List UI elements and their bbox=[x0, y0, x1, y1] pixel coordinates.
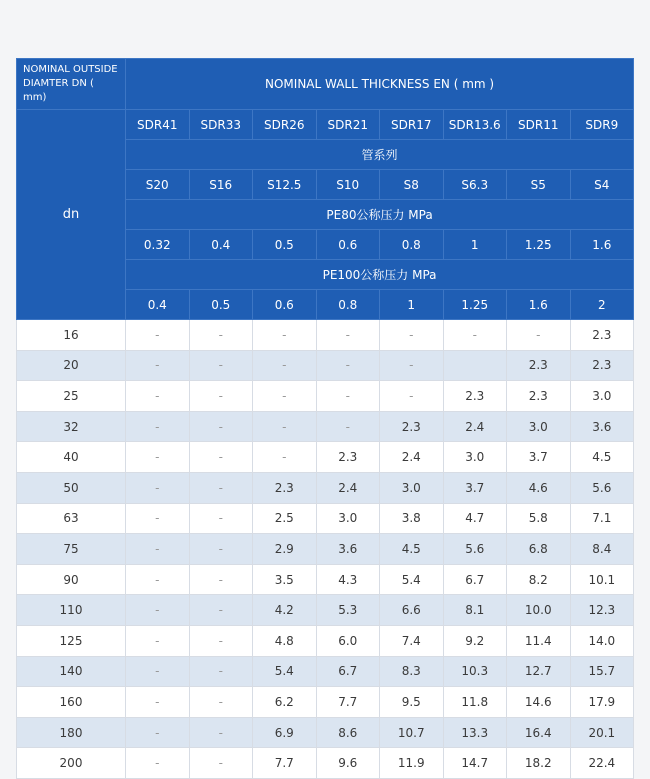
thickness-cell: 16.4 bbox=[507, 717, 571, 748]
thickness-cell: 4.7 bbox=[443, 503, 507, 534]
dn-cell: 140 bbox=[17, 656, 126, 687]
sdr-header-cell: SDR17 bbox=[380, 110, 444, 140]
thickness-cell: 3.0 bbox=[316, 503, 380, 534]
thickness-cell: 6.6 bbox=[380, 595, 444, 626]
pe100-pressure-cell: 1 bbox=[380, 290, 444, 320]
thickness-cell: 7.1 bbox=[570, 503, 634, 534]
pe100-pressure-cell: 0.8 bbox=[316, 290, 380, 320]
thickness-cell: 15.7 bbox=[570, 656, 634, 687]
thickness-cell: - bbox=[507, 320, 571, 351]
thickness-cell: 17.9 bbox=[570, 687, 634, 718]
thickness-cell: 2.3 bbox=[253, 472, 317, 503]
table-row bbox=[17, 472, 634, 503]
thickness-cell: - bbox=[126, 442, 190, 473]
thickness-cell: 11.9 bbox=[380, 748, 444, 779]
thickness-cell: 10.1 bbox=[570, 564, 634, 595]
table-row bbox=[17, 564, 634, 595]
thickness-cell: 6.2 bbox=[253, 687, 317, 718]
thickness-cell: 8.2 bbox=[507, 564, 571, 595]
table-row bbox=[17, 320, 634, 351]
sdr-header-cell: SDR26 bbox=[253, 110, 317, 140]
thickness-cell: - bbox=[189, 534, 253, 565]
sdr-row bbox=[17, 110, 634, 140]
thickness-cell: 11.8 bbox=[443, 687, 507, 718]
dn-cell: 75 bbox=[17, 534, 126, 565]
thickness-cell: 4.6 bbox=[507, 472, 571, 503]
table-header bbox=[17, 59, 634, 320]
thickness-cell: 10.3 bbox=[443, 656, 507, 687]
thickness-cell: 5.3 bbox=[316, 595, 380, 626]
series-header-cell: S20 bbox=[126, 170, 190, 200]
thickness-cell: - bbox=[253, 381, 317, 412]
thickness-cell: 3.6 bbox=[570, 411, 634, 442]
thickness-cell: 6.7 bbox=[443, 564, 507, 595]
thickness-cell: - bbox=[316, 381, 380, 412]
pe80-pressure-cell: 0.6 bbox=[316, 230, 380, 260]
thickness-cell: 3.0 bbox=[443, 442, 507, 473]
thickness-cell: 14.0 bbox=[570, 625, 634, 656]
dn-cell: 200 bbox=[17, 748, 126, 779]
series-header-cell: S6.3 bbox=[443, 170, 507, 200]
thickness-cell: 3.6 bbox=[316, 534, 380, 565]
thickness-cell: - bbox=[126, 320, 190, 351]
sdr-header-cell: SDR11 bbox=[507, 110, 571, 140]
pe100-pressure-cell: 2 bbox=[570, 290, 634, 320]
thickness-cell: 9.6 bbox=[316, 748, 380, 779]
table-body bbox=[17, 320, 634, 779]
table-row bbox=[17, 748, 634, 779]
pe80-pressure-cell: 1.6 bbox=[570, 230, 634, 260]
sdr-header-cell: SDR41 bbox=[126, 110, 190, 140]
thickness-cell: - bbox=[189, 503, 253, 534]
thickness-cell: - bbox=[126, 748, 190, 779]
thickness-cell: - bbox=[126, 472, 190, 503]
sdr-header-cell: SDR9 bbox=[570, 110, 634, 140]
thickness-cell: - bbox=[126, 595, 190, 626]
thickness-cell: - bbox=[189, 411, 253, 442]
thickness-cell: - bbox=[126, 625, 190, 656]
table-row bbox=[17, 503, 634, 534]
thickness-cell: 12.3 bbox=[570, 595, 634, 626]
thickness-cell: 5.6 bbox=[443, 534, 507, 565]
thickness-cell: - bbox=[316, 350, 380, 381]
thickness-cell: 2.3 bbox=[380, 411, 444, 442]
thickness-cell: 9.2 bbox=[443, 625, 507, 656]
table-row bbox=[17, 350, 634, 381]
thickness-cell: - bbox=[126, 656, 190, 687]
pe100-pressure-cell: 0.4 bbox=[126, 290, 190, 320]
thickness-cell: 22.4 bbox=[570, 748, 634, 779]
thickness-cell: 8.3 bbox=[380, 656, 444, 687]
dn-cell: 110 bbox=[17, 595, 126, 626]
thickness-cell: - bbox=[126, 564, 190, 595]
thickness-cell: 12.7 bbox=[507, 656, 571, 687]
thickness-cell: - bbox=[126, 687, 190, 718]
thickness-cell: 4.5 bbox=[570, 442, 634, 473]
thickness-cell: 5.8 bbox=[507, 503, 571, 534]
series-header-cell: S12.5 bbox=[253, 170, 317, 200]
thickness-cell: - bbox=[189, 564, 253, 595]
dn-cell: 40 bbox=[17, 442, 126, 473]
thickness-cell: - bbox=[126, 717, 190, 748]
thickness-cell: 3.0 bbox=[507, 411, 571, 442]
thickness-cell: 18.2 bbox=[507, 748, 571, 779]
thickness-cell: 2.3 bbox=[316, 442, 380, 473]
thickness-cell: 5.6 bbox=[570, 472, 634, 503]
thickness-cell: - bbox=[126, 381, 190, 412]
corner-label bbox=[17, 59, 126, 110]
table-row bbox=[17, 717, 634, 748]
wall-thickness-table bbox=[16, 58, 634, 779]
thickness-cell: 6.7 bbox=[316, 656, 380, 687]
pe100-label: PE100公称压力 MPa bbox=[126, 260, 634, 290]
pe100-pressure-cell: 0.6 bbox=[253, 290, 317, 320]
thickness-cell: - bbox=[189, 717, 253, 748]
thickness-cell: - bbox=[189, 381, 253, 412]
thickness-cell: 3.7 bbox=[443, 472, 507, 503]
thickness-cell: 2.4 bbox=[380, 442, 444, 473]
table-row bbox=[17, 534, 634, 565]
thickness-cell: - bbox=[380, 320, 444, 351]
thickness-cell: 7.7 bbox=[253, 748, 317, 779]
thickness-cell: 6.8 bbox=[507, 534, 571, 565]
table-row bbox=[17, 595, 634, 626]
thickness-cell: 3.0 bbox=[570, 381, 634, 412]
thickness-cell: 3.8 bbox=[380, 503, 444, 534]
thickness-cell: 2.5 bbox=[253, 503, 317, 534]
series-header-cell: S8 bbox=[380, 170, 444, 200]
thickness-cell: 9.5 bbox=[380, 687, 444, 718]
thickness-cell: 7.4 bbox=[380, 625, 444, 656]
thickness-cell: - bbox=[189, 442, 253, 473]
thickness-cell: - bbox=[253, 411, 317, 442]
dn-cell: 20 bbox=[17, 350, 126, 381]
thickness-cell: 14.6 bbox=[507, 687, 571, 718]
dn-cell: 50 bbox=[17, 472, 126, 503]
thickness-cell: 2.3 bbox=[443, 381, 507, 412]
dn-cell: 125 bbox=[17, 625, 126, 656]
thickness-cell: - bbox=[189, 320, 253, 351]
thickness-cell: 5.4 bbox=[253, 656, 317, 687]
thickness-cell: 2.3 bbox=[507, 350, 571, 381]
wall-thickness-table-container bbox=[16, 58, 633, 779]
sdr-header-cell: SDR21 bbox=[316, 110, 380, 140]
thickness-cell: - bbox=[316, 320, 380, 351]
wall-thickness-title: NOMINAL WALL THICKNESS EN ( mm ) bbox=[126, 59, 634, 110]
dn-cell: 16 bbox=[17, 320, 126, 351]
thickness-cell: 6.9 bbox=[253, 717, 317, 748]
dn-label: dn bbox=[17, 110, 126, 320]
thickness-cell: 20.1 bbox=[570, 717, 634, 748]
pe80-pressure-cell: 0.8 bbox=[380, 230, 444, 260]
table-row bbox=[17, 687, 634, 718]
thickness-cell: 2.9 bbox=[253, 534, 317, 565]
pe100-pressure-cell: 1.25 bbox=[443, 290, 507, 320]
table-row bbox=[17, 656, 634, 687]
sdr-header-cell: SDR33 bbox=[189, 110, 253, 140]
dn-cell: 160 bbox=[17, 687, 126, 718]
thickness-cell: - bbox=[316, 411, 380, 442]
series-header-cell: S5 bbox=[507, 170, 571, 200]
series-header-cell: S4 bbox=[570, 170, 634, 200]
thickness-cell: 3.7 bbox=[507, 442, 571, 473]
thickness-cell: 6.0 bbox=[316, 625, 380, 656]
thickness-cell: - bbox=[189, 625, 253, 656]
series-header-cell: S10 bbox=[316, 170, 380, 200]
pe80-pressure-cell: 0.4 bbox=[189, 230, 253, 260]
pe100-pressure-cell: 0.5 bbox=[189, 290, 253, 320]
thickness-cell: - bbox=[380, 381, 444, 412]
table-row bbox=[17, 411, 634, 442]
dn-cell: 25 bbox=[17, 381, 126, 412]
pe80-pressure-cell: 0.32 bbox=[126, 230, 190, 260]
pe80-pressure-cell: 1.25 bbox=[507, 230, 571, 260]
thickness-cell: - bbox=[189, 656, 253, 687]
thickness-cell: - bbox=[126, 350, 190, 381]
thickness-cell: 4.8 bbox=[253, 625, 317, 656]
pe100-pressure-cell: 1.6 bbox=[507, 290, 571, 320]
thickness-cell: 4.5 bbox=[380, 534, 444, 565]
thickness-cell: 14.7 bbox=[443, 748, 507, 779]
thickness-cell: 10.0 bbox=[507, 595, 571, 626]
thickness-cell: - bbox=[253, 350, 317, 381]
thickness-cell: 4.3 bbox=[316, 564, 380, 595]
corner-label-line2: DIAMTER DN ( mm) bbox=[23, 78, 94, 103]
dn-cell: 32 bbox=[17, 411, 126, 442]
dn-cell: 180 bbox=[17, 717, 126, 748]
thickness-cell: 11.4 bbox=[507, 625, 571, 656]
thickness-cell: - bbox=[126, 503, 190, 534]
thickness-cell: - bbox=[253, 442, 317, 473]
corner-label-line1: NOMINAL OUTSIDE bbox=[23, 64, 118, 75]
table-row bbox=[17, 381, 634, 412]
thickness-cell: - bbox=[189, 687, 253, 718]
thickness-cell: - bbox=[189, 748, 253, 779]
series-label: 管系列 bbox=[126, 140, 634, 170]
dn-cell: 63 bbox=[17, 503, 126, 534]
thickness-cell: 2.3 bbox=[570, 320, 634, 351]
thickness-cell: - bbox=[126, 411, 190, 442]
thickness-cell: - bbox=[189, 350, 253, 381]
series-header-cell: S16 bbox=[189, 170, 253, 200]
thickness-cell: 3.5 bbox=[253, 564, 317, 595]
thickness-cell: - bbox=[189, 472, 253, 503]
thickness-cell: 8.4 bbox=[570, 534, 634, 565]
thickness-cell: - bbox=[380, 350, 444, 381]
thickness-cell: - bbox=[253, 320, 317, 351]
pe80-label: PE80公称压力 MPa bbox=[126, 200, 634, 230]
sdr-header-cell: SDR13.6 bbox=[443, 110, 507, 140]
pe80-pressure-cell: 0.5 bbox=[253, 230, 317, 260]
thickness-cell: 10.7 bbox=[380, 717, 444, 748]
thickness-cell: - bbox=[189, 595, 253, 626]
thickness-cell: 2.3 bbox=[507, 381, 571, 412]
pe80-pressure-cell: 1 bbox=[443, 230, 507, 260]
dn-cell: 90 bbox=[17, 564, 126, 595]
table-row bbox=[17, 625, 634, 656]
thickness-cell: 13.3 bbox=[443, 717, 507, 748]
thickness-cell: - bbox=[126, 534, 190, 565]
thickness-cell: 8.6 bbox=[316, 717, 380, 748]
thickness-cell: - bbox=[443, 320, 507, 351]
thickness-cell: 5.4 bbox=[380, 564, 444, 595]
thickness-cell: 3.0 bbox=[380, 472, 444, 503]
thickness-cell: 4.2 bbox=[253, 595, 317, 626]
thickness-cell: 7.7 bbox=[316, 687, 380, 718]
thickness-cell bbox=[443, 350, 507, 381]
thickness-cell: 2.3 bbox=[570, 350, 634, 381]
thickness-cell: 8.1 bbox=[443, 595, 507, 626]
table-row bbox=[17, 442, 634, 473]
thickness-cell: 2.4 bbox=[316, 472, 380, 503]
thickness-cell: 2.4 bbox=[443, 411, 507, 442]
